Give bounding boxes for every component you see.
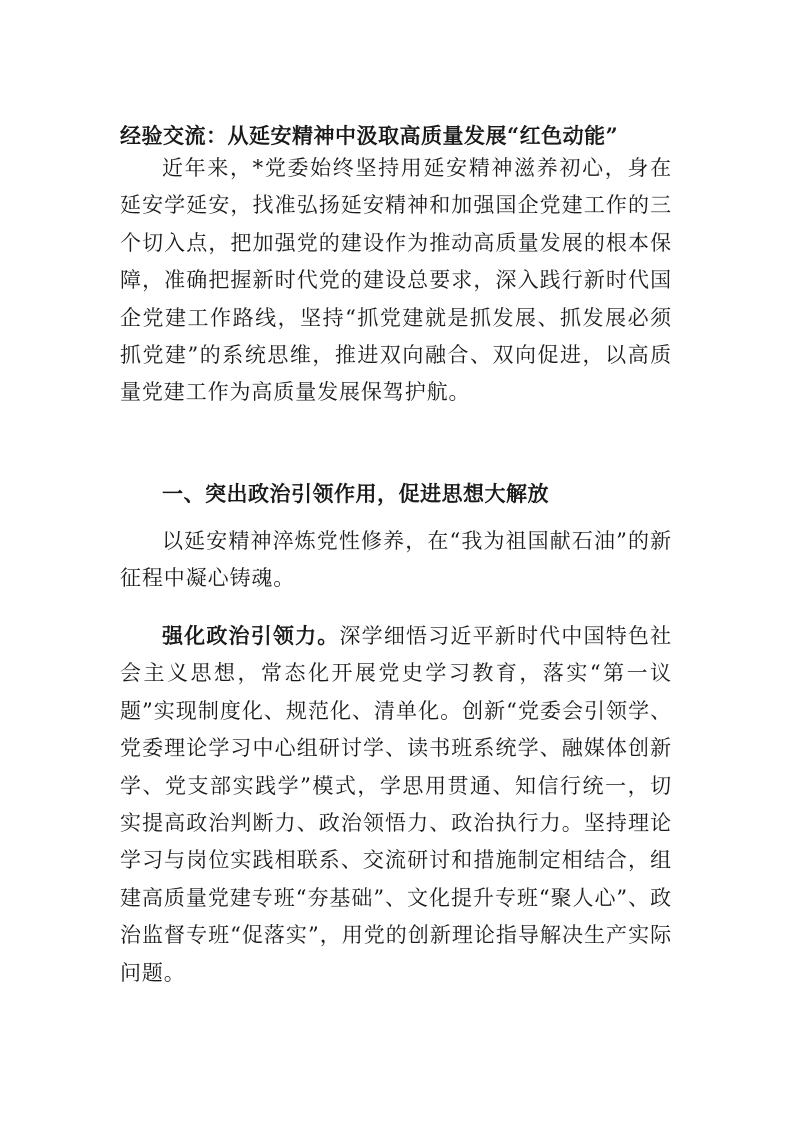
item-paragraph xyxy=(120,617,672,992)
section-summary-paragraph: 以延安精神淬炼党性修养，在“我为祖国献石油”的新征程中凝心铸魂。 xyxy=(120,529,672,591)
document-title: 经验交流：从延安精神中汲取高质量发展“红色动能” xyxy=(120,123,619,148)
intro-paragraph: 近年来，*党委始终坚持用延安精神滋养初心，身在延安学延安，找准弘扬延安精神和加强国企党建工作的三个切入点，把加强党的建设作为推动高质量发展的根本保障，准确把握新时代党的建设总要求，深入践行新时代国企党建工作路线，坚持“抓党建就是抓发展、抓发展必须抓党建”的系统思维，推进双向融合、双向促进，以高质量党建工作为高质量发展保驾护航。 xyxy=(120,156,672,405)
item-lead: 强化政治引领力。 xyxy=(162,623,340,648)
item-body: 深学细悟习近平新时代中国特色社会主义思想，常态化开展党史学习教育，落实“第一议题”实现制度化、规范化、清单化。创新“党委会引领学、党委理论学习中心组研讨学、读书班系统学、融媒体创新学、党支部实践学”模式，学思用贯通、知信行统一，切实提高政治判断力、政治领悟力、政治执行力。坚持理论学习与岗位实践相联系、交流研讨和措施制定相结合，组建高质量党建专班“夯基础”、文化提升专班“聚人心”、政治监督专班“促落实”，用党的创新理论指导解决生产实际问题。 xyxy=(120,624,673,985)
section-heading: 一、突出政治引领作用，促进思想大解放 xyxy=(162,481,549,506)
